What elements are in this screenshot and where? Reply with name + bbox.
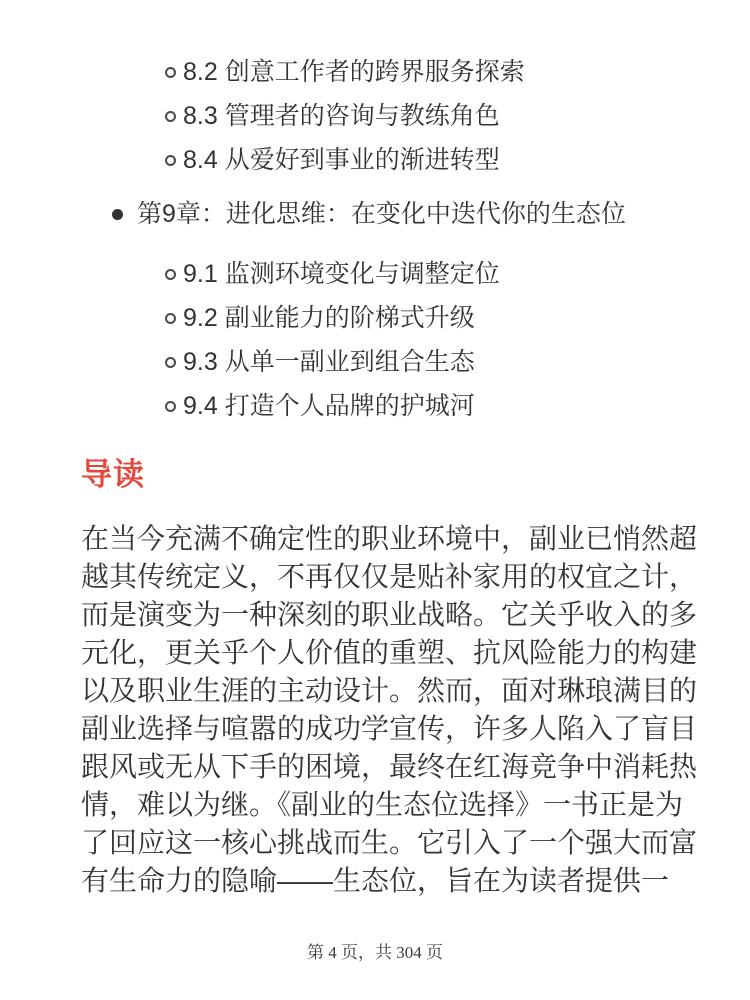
- circle-bullet-icon: [165, 313, 176, 324]
- intro-paragraph: [81, 520, 698, 900]
- chapter9-list: [81, 192, 680, 236]
- paragraph-line: 跟风或无从下手的困境，最终在红海竞争中消耗热: [81, 751, 698, 782]
- paragraph-line: 越其传统定义，不再仅仅是贴补家用的权宜之计，: [81, 561, 698, 592]
- toc-item: [81, 296, 680, 340]
- circle-bullet-icon: [165, 67, 176, 78]
- toc-item-label: 9.2 副业能力的阶梯式升级: [183, 304, 475, 332]
- circle-bullet-icon: [165, 111, 176, 122]
- paragraph-line: 而是演变为一种深刻的职业战略。它关乎收入的多: [81, 599, 698, 630]
- circle-bullet-icon: [165, 401, 176, 412]
- toc-item-label: 9.1 监测环境变化与调整定位: [183, 260, 500, 288]
- chapter8-subitem-list: [81, 50, 680, 182]
- toc-item: [81, 94, 680, 138]
- paragraph-line: 有生命力的隐喻——生态位，旨在为读者提供一: [81, 865, 670, 896]
- circle-bullet-icon: [165, 155, 176, 166]
- toc-item-label: 9.3 从单一副业到组合生态: [183, 348, 475, 376]
- toc-item: [81, 384, 680, 428]
- paragraph-line: 了回应这一核心挑战而生。它引入了一个强大而富: [81, 827, 698, 858]
- chapter9-subitem-list: [81, 252, 680, 428]
- disc-bullet-icon: [112, 209, 123, 220]
- toc-item: [81, 252, 680, 296]
- paragraph-line: 情，难以为继。《副业的生态位选择》一书正是为: [81, 789, 684, 820]
- toc-chapter-item: [81, 192, 680, 236]
- paragraph-line: 在当今充满不确定性的职业环境中，副业已悄然超: [81, 523, 698, 554]
- toc-item: [81, 340, 680, 384]
- circle-bullet-icon: [165, 269, 176, 280]
- toc-chapter-label: 第9章：进化思维：在变化中迭代你的生态位: [137, 200, 626, 228]
- toc-item: [81, 138, 680, 182]
- paragraph-line: 元化，更关乎个人价值的重塑、抗风险能力的构建: [81, 637, 698, 668]
- section-heading: 导读: [81, 457, 145, 492]
- paragraph-line: 以及职业生涯的主动设计。然而，面对琳琅满目的: [81, 675, 698, 706]
- toc-item-label: 8.4 从爱好到事业的渐进转型: [183, 146, 500, 174]
- toc-item: [81, 50, 680, 94]
- circle-bullet-icon: [165, 357, 176, 368]
- toc-item-label: 8.2 创意工作者的跨界服务探索: [183, 58, 525, 86]
- paragraph-line: 副业选择与喧嚣的成功学宣传，许多人陷入了盲目: [81, 713, 698, 744]
- table-of-contents: [81, 50, 680, 428]
- page-indicator: 第 4 页，共 304 页: [307, 943, 443, 962]
- toc-item-label: 9.4 打造个人品牌的护城河: [183, 392, 475, 420]
- toc-item-label: 8.3 管理者的咨询与教练角色: [183, 102, 500, 130]
